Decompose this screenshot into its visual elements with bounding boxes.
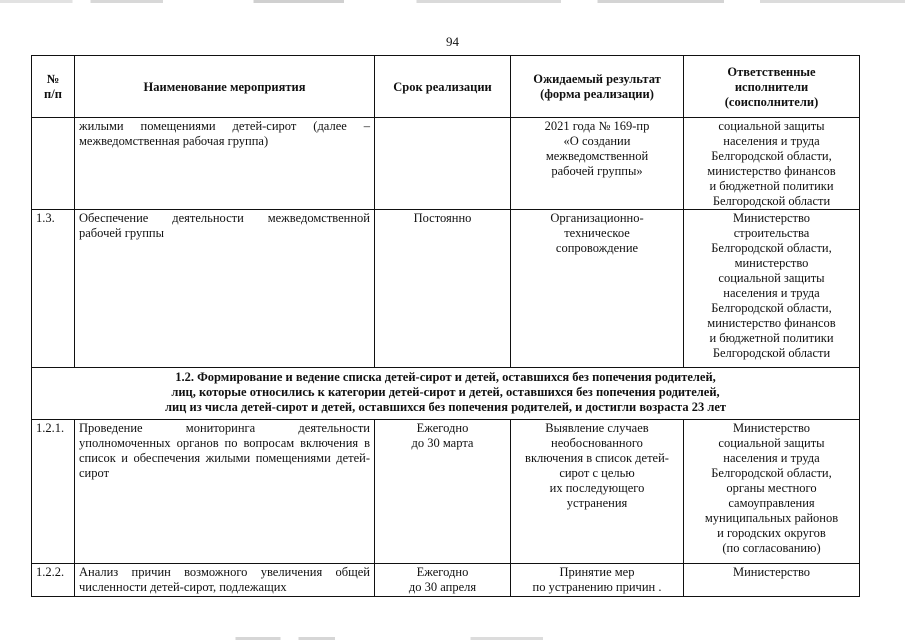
table-row (32, 118, 860, 210)
row-result: Организационно- техническое сопровождение (511, 210, 684, 368)
row-term (375, 118, 511, 210)
row-responsible: Министерство социальной защиты населения и труда Белгородской области, органы местного самоуправления муниципальных районов и городских округов (по согласованию) (684, 420, 860, 564)
row-number (32, 118, 75, 210)
row-name: Проведение мониторинга деятельности уполномоченных органов по вопросам включения в список и обеспечения жилыми помещениями детей-сирот (75, 420, 375, 564)
table-row (32, 420, 860, 564)
row-term: Постоянно (375, 210, 511, 368)
header-term: Срок реализации (375, 56, 511, 118)
row-result: Выявление случаев необоснованного включения в список детей- сирот с целью их последующего устранения (511, 420, 684, 564)
row-result: Принятие мер по устранению причин . (511, 564, 684, 597)
scan-edge-top (0, 0, 905, 3)
row-term: Ежегодно до 30 марта (375, 420, 511, 564)
row-responsible: Министерство строительства Белгородской области, министерство социальной защиты населения и труда Белгородской области, министерство финансов и бюджетной политики Белгородской области (684, 210, 860, 368)
row-responsible: социальной защиты населения и труда Белгородской области, министерство финансов и бюджетной политики Белгородской области (684, 118, 860, 210)
row-term: Ежегодно до 30 апреля (375, 564, 511, 597)
table-row (32, 210, 860, 368)
header-responsible: Ответственные исполнители (соисполнители) (684, 56, 860, 118)
row-responsible: Министерство (684, 564, 860, 597)
table-header-row (32, 56, 860, 118)
row-number: 1.2.2. (32, 564, 75, 597)
header-name: Наименование мероприятия (75, 56, 375, 118)
row-name: Обеспечение деятельности межведомственной рабочей группы (75, 210, 375, 368)
row-name: Анализ причин возможного увеличения общей численности детей-сирот, подлежащих (75, 564, 375, 597)
row-name: жилыми помещениями детей-сирот (далее – межведомственная рабочая группа) (75, 118, 375, 210)
row-number: 1.2.1. (32, 420, 75, 564)
section-heading: 1.2. Формирование и ведение списка детей-сирот и детей, оставшихся без попечения родителей, лиц, которые относились к категории детей-сирот и детей, оставшихся без попечения родителей, лиц из числа детей-сирот и детей, оставшихся без попечения родителей, и достигли возраста 23 лет (32, 368, 860, 420)
table-row (32, 564, 860, 597)
page-number: 94 (446, 34, 459, 49)
section-heading-row (32, 368, 860, 420)
measures-table (31, 55, 860, 597)
row-number: 1.3. (32, 210, 75, 368)
header-number: № п/п (32, 56, 75, 118)
row-result: 2021 года № 169-пр «О создании межведомственной рабочей группы» (511, 118, 684, 210)
header-result: Ожидаемый результат (форма реализации) (511, 56, 684, 118)
